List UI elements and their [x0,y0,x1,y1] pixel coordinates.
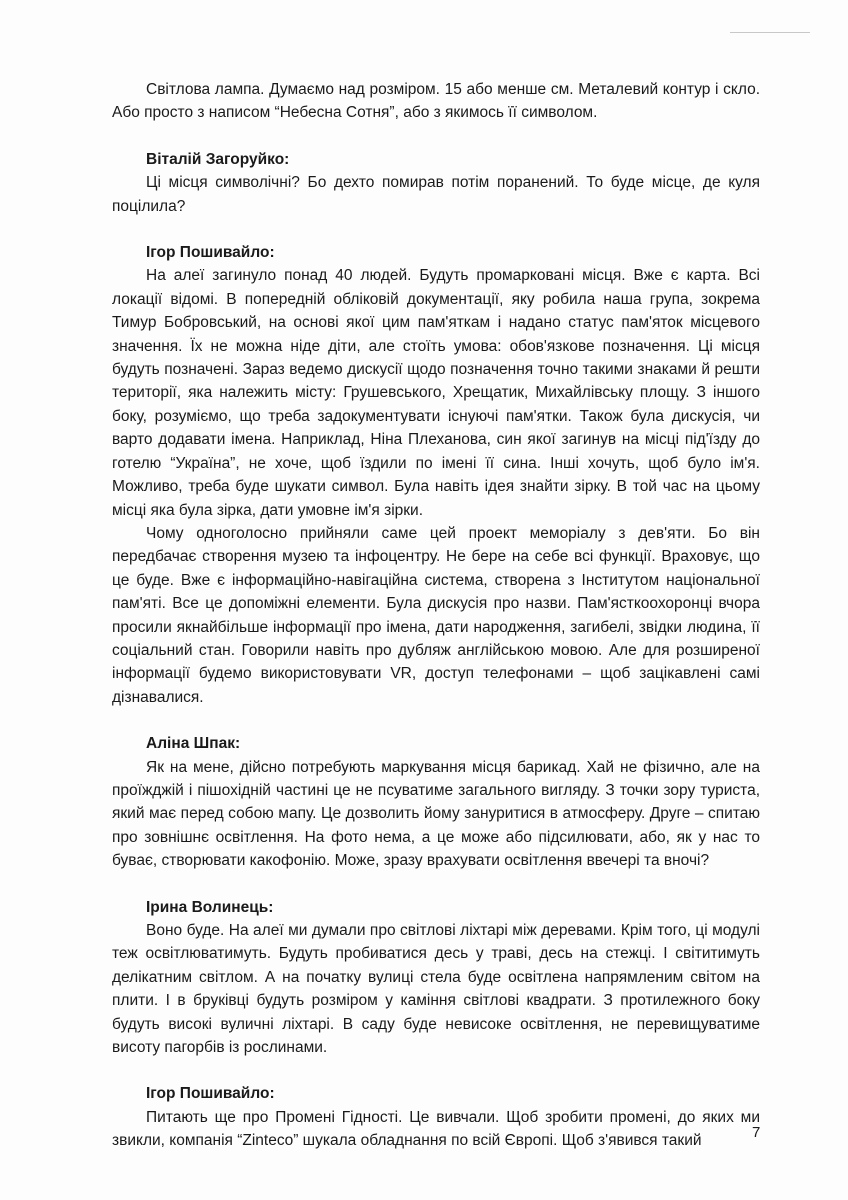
paragraph: Ці місця символічні? Бо дехто помирав потім поранений. То буде місце, де куля поцілила? [112,174,760,215]
speaker-name: Ірина Волинець: [146,898,274,916]
paragraph: Воно буде. На алеї ми думали про світлові ліхтарі між деревами. Крім того, ці модулі теж освітлюватимуть. Будуть пробиватися десь у траві, десь на стежці. І світитимуть делікатним світлом. А на початку вулиці стела буде освітлена напрямленим світом на плити. І в бруківці будуть розміром у каміння світлові квадрати. З протилежного боку будуть високі вуличні ліхтарі. В саду буде невисоке освітлення, не перевищуватиме висоту пагорбів із рослинами. [112,922,760,1057]
paragraph: Питають ще про Промені Гідності. Це вивчали. Щоб зробити промені, до яких ми звикли, компанія “Zinteco” шукала обладнання по всій Європі. Щоб з'явився такий [112,1108,760,1150]
speaker-name: Віталій Загоруйко: [146,150,290,168]
speaker-name: Ігор Пошивайло: [146,1085,275,1103]
speaker-name: Аліна Шпак: [146,735,241,753]
scan-artifact-line [730,32,810,33]
paragraph: На алеї загинуло понад 40 людей. Будуть промарковані місця. Вже є карта. Всі локації відомі. В попередній обліковій документації, яку робила наша група, зокрема Тимур Бобровський, на основі якої цим пам'яткам і надано статус пам'яток місцевого значення. Їх не можна ніде діти, але стоїть умова: обов'язкове позначення. Ці місця будуть позначені. Зараз ведемо дискусії щодо позначення точно такими знаками й решти території, яка належить місту: Грушевського, Хрещатик, Михайлівську площу. З іншого боку, розуміємо, що треба задокументувати існуючі пам'ятки. Також була дискусія, чи варто додавати імена. Наприклад, Ніна Плеханова, син якої загинув на місці під'їзду до готелю “Україна”, не хоче, щоб їздили по імені її сина. Інші хочуть, щоб було ім'я. Можливо, треба буде шукати символ. Була навіть ідея знайти зірку. В той час на цьому місці яка була зірка, дати умовне ім'я зірки. [112,267,760,519]
document-body [112,78,760,1153]
paragraph: Світлова лампа. Думаємо над розміром. 15 або менше см. Металевий контур і скло. Або просто з написом “Небесна Сотня”, або з якимось її символом. [112,81,760,122]
paragraph: Чому одноголосно прийняли саме цей проект меморіалу з дев'яти. Бо він передбачає створення музею та інфоцентру. Не бере на себе всі функції. Враховує, що це буде. Вже є інформаційно-навігаційна система, створена з Інститутом національної пам'яті. Все це допоміжні елементи. Була дискусія про назви. Пам'ясткоохоронці вчора просили якнайбільше інформації про імена, дати народження, загибелі, звідки людина, її соціальний стан. Говорили навіть про дубляж англійською мовою. Але для розширеної інформації будемо використовувати VR, доступ телефонами – щоб зацікавлені самі дізнавалися. [112,524,760,706]
paragraph: Як на мене, дійсно потребують маркування місця барикад. Хай не фізично, але на проїжджій і пішохідній частині це не псуватиме загального вигляду. З точки зору туриста, який має перед собою мапу. Це дозволить йому зануритися в атмосферу. Друге – спитаю про зовнішнє освітлення. На фото нема, а це може або підсилювати, або, як у нас то буває, створювати какофонію. Може, зразу врахувати освітлення ввечері та вночі? [112,758,760,870]
speaker-name: Ігор Пошивайло: [146,244,275,262]
page-number: 7 [752,1124,761,1141]
